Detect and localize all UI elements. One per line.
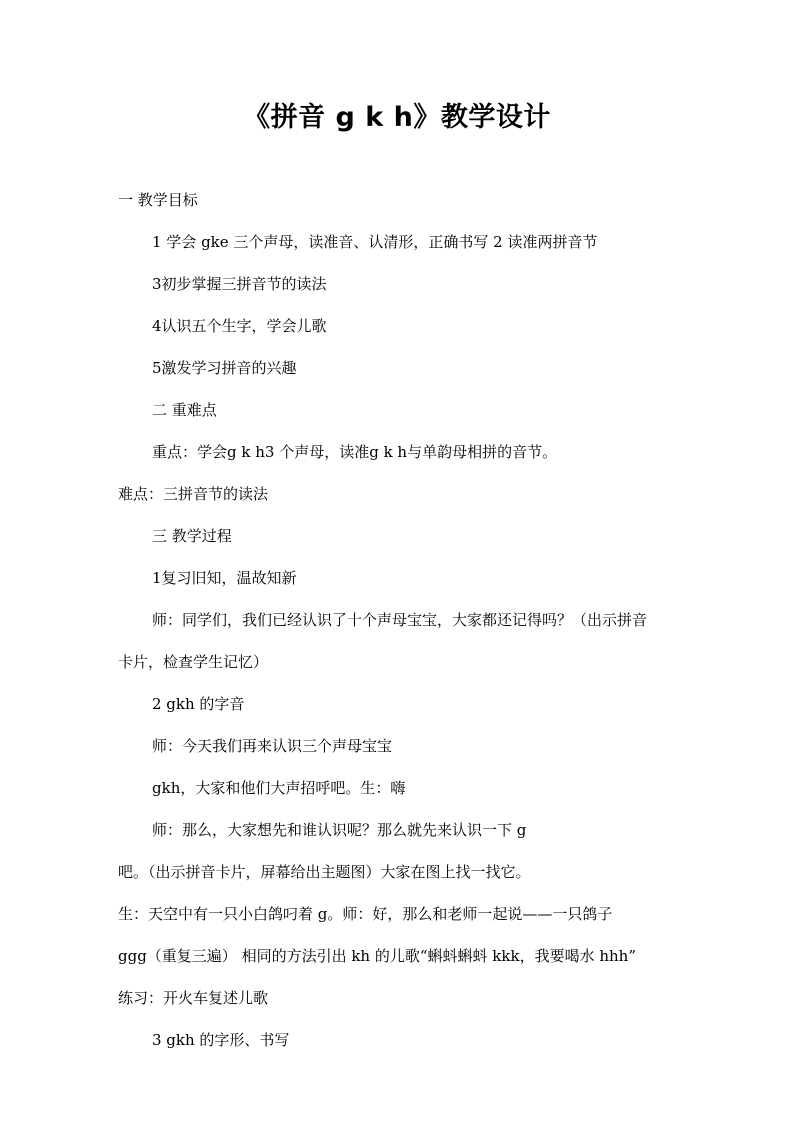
paragraph-line: 4认识五个生字，学会儿歌 [152,317,327,335]
document-title: 《拼音 g k h》教学设计 [243,102,551,133]
paragraph-line: 吧。（出示拼音卡片，屏幕给出主题图）大家在图上找一找它。 [118,863,531,881]
paragraph-line: 重点：学会g k h3 个声母，读准g k h与单韵母相拼的音节。 [152,443,558,461]
paragraph-line: 3初步掌握三拼音节的读法 [152,275,327,293]
paragraph-line: 生：天空中有一只小白鸽叼着 g。师：好，那么和老师一起说——一只鸽子 [118,905,613,923]
paragraph-line: 师：那么，大家想先和谁认识呢？那么就先来认识一下 g [152,821,527,839]
paragraph-line: 难点：三拼音节的读法 [118,485,269,503]
section-heading-key-points: 二 重难点 [152,401,217,419]
section-heading-goals: 一 教学目标 [118,191,198,209]
paragraph-line: 练习：开火车复述儿歌 [118,989,269,1007]
paragraph-line: ggg（重复三遍） 相同的方法引出 kh 的儿歌“蝌蚪蝌蚪 kkk，我要喝水 hhh” [118,947,636,965]
paragraph-line: 师：同学们，我们已经认识了十个声母宝宝，大家都还记得吗？（出示拼音 [152,611,648,629]
paragraph-line: 师：今天我们再来认识三个声母宝宝 [152,737,393,755]
section-heading-process: 三 教学过程 [152,527,232,545]
paragraph-line: 2 gkh 的字音 [152,695,245,713]
paragraph-line: 1复习旧知，温故知新 [152,569,297,587]
paragraph-line: 3 gkh 的字形、书写 [152,1031,290,1049]
paragraph-line: gkh，大家和他们大声招呼吧。生：嗨 [152,779,406,797]
paragraph-line: 1 学会 gke 三个声母，读准音、认清形，正确书写 2 读准两拼音节 [152,233,598,251]
paragraph-line: 卡片，检查学生记忆） [118,653,269,671]
paragraph-line: 5激发学习拼音的兴趣 [152,359,297,377]
